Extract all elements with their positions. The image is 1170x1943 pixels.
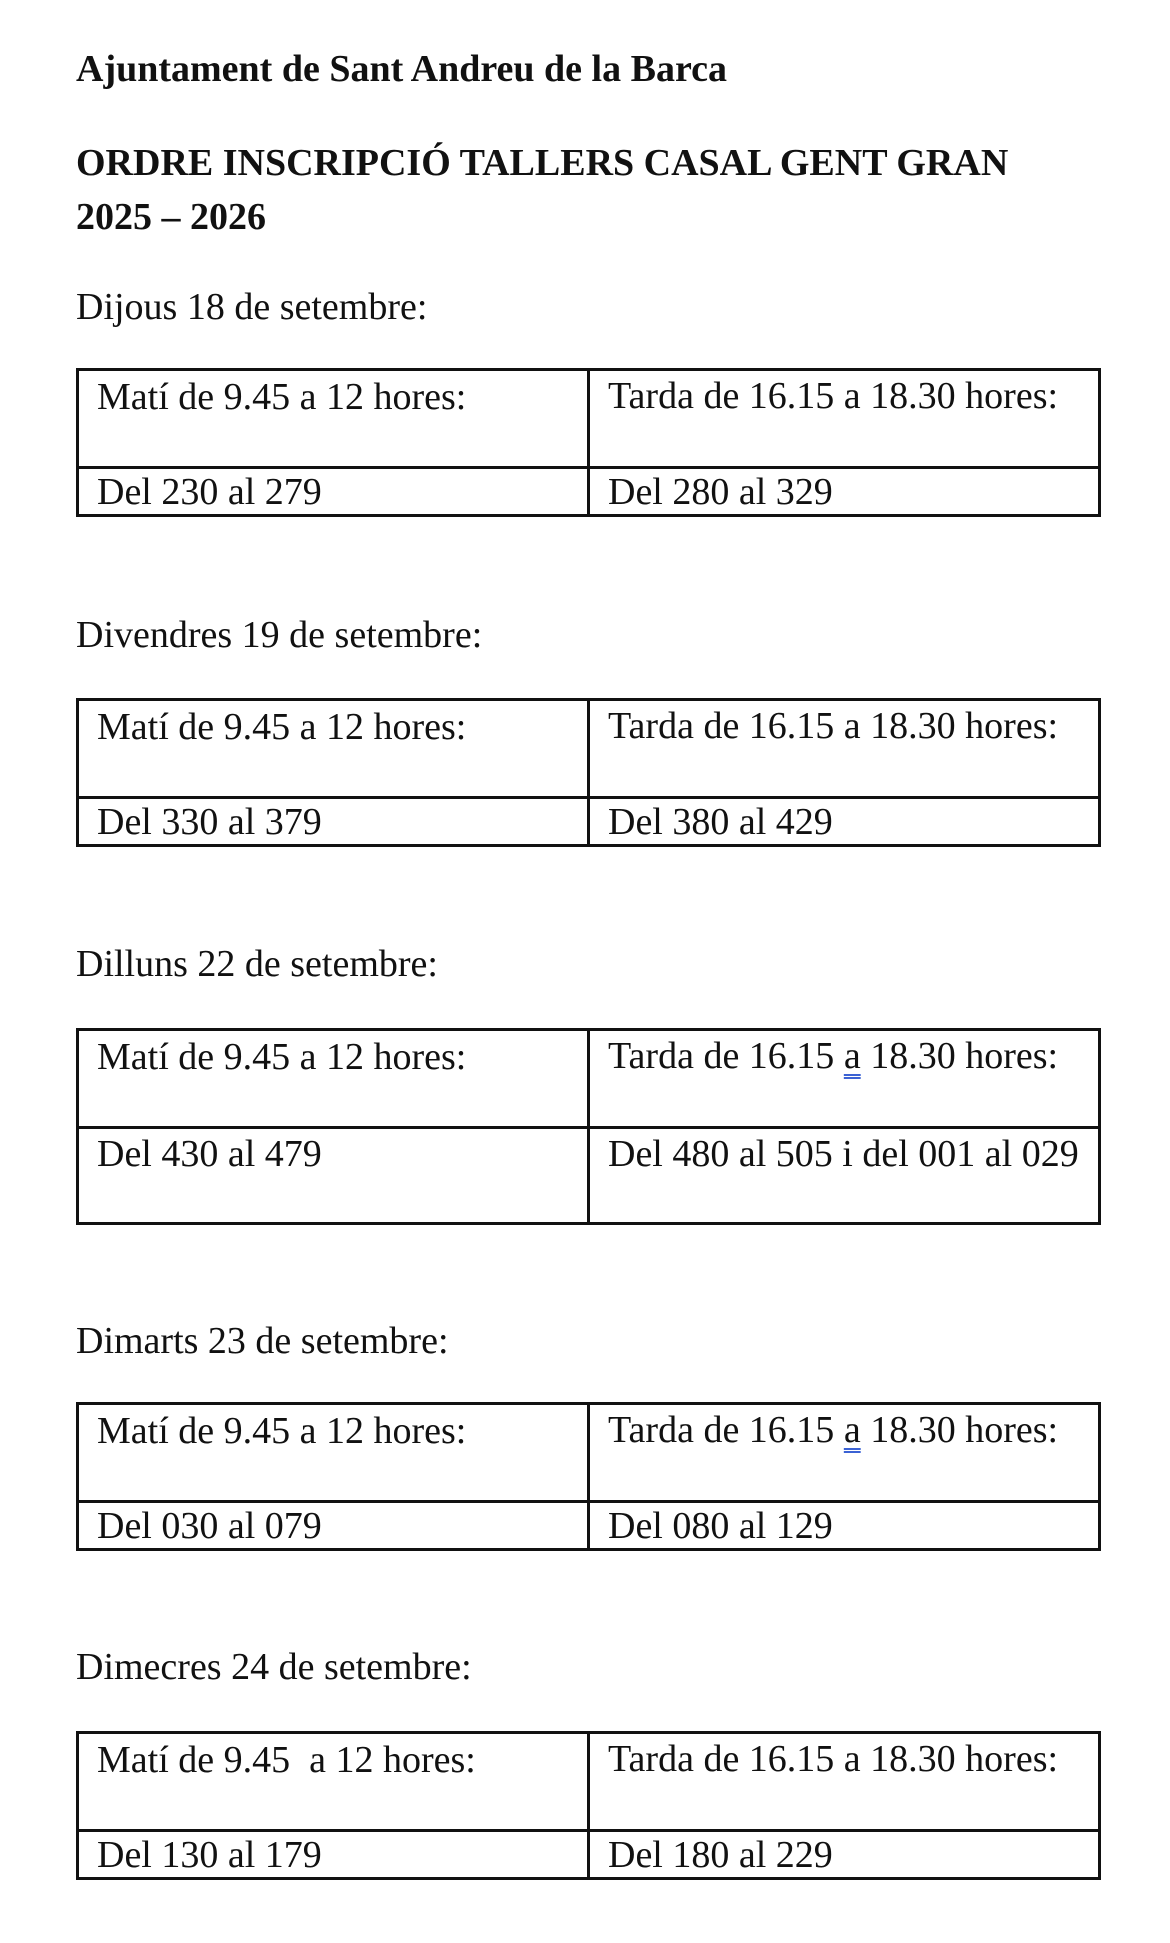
- morning-slot-label: Matí de 9.45 a 12 hores:: [78, 1404, 589, 1502]
- table-row: [78, 1502, 1100, 1550]
- day-heading-3: Dilluns 22 de setembre:: [76, 943, 438, 985]
- day-heading-5: Dimecres 24 de setembre:: [76, 1646, 472, 1688]
- table-header-row: [78, 370, 1100, 468]
- day-heading-1: Dijous 18 de setembre:: [76, 286, 428, 328]
- morning-range: Del 130 al 179: [78, 1831, 589, 1879]
- schedule-table-4: [76, 1402, 1101, 1551]
- schedule-table-2: [76, 698, 1101, 847]
- schedule-table-3: [76, 1028, 1101, 1225]
- afternoon-label-part1: Tarda de 16.15: [608, 1035, 844, 1077]
- table-row: [78, 1128, 1100, 1224]
- afternoon-label-part2: 18.30 hores:: [860, 1409, 1059, 1451]
- table-row: [78, 468, 1100, 516]
- table-row: [78, 798, 1100, 846]
- afternoon-slot-label: [589, 1030, 1100, 1128]
- day-heading-4: Dimarts 23 de setembre:: [76, 1320, 449, 1362]
- table-header-row: [78, 700, 1100, 798]
- morning-range: Del 430 al 479: [78, 1128, 589, 1224]
- document-title: ORDRE INSCRIPCIÓ TALLERS CASAL GENT GRAN 2025 – 2026: [76, 142, 1009, 238]
- afternoon-label-part2: 18.30 hores:: [860, 1035, 1059, 1077]
- morning-range: Del 030 al 079: [78, 1502, 589, 1550]
- afternoon-label-part1: Tarda de 16.15: [608, 1409, 844, 1451]
- afternoon-range: Del 380 al 429: [589, 798, 1100, 846]
- table-header-row: [78, 1030, 1100, 1128]
- afternoon-range: Del 280 al 329: [589, 468, 1100, 516]
- afternoon-range: Del 180 al 229: [589, 1831, 1100, 1879]
- afternoon-range: Del 480 al 505 i del 001 al 029: [589, 1128, 1100, 1224]
- morning-range: Del 330 al 379: [78, 798, 589, 846]
- afternoon-slot-label: Tarda de 16.15 a 18.30 hores:: [589, 370, 1100, 468]
- morning-slot-label: Matí de 9.45 a 12 hores:: [78, 1030, 589, 1128]
- morning-slot-label: Matí de 9.45 a 12 hores:: [78, 700, 589, 798]
- day-heading-2: Divendres 19 de setembre:: [76, 614, 483, 656]
- spellcheck-flagged-word[interactable]: a: [843, 1409, 861, 1451]
- morning-slot-label: Matí de 9.45 a 12 hores:: [78, 1733, 589, 1831]
- organization-name: Ajuntament de Sant Andreu de la Barca: [76, 48, 727, 90]
- morning-range: Del 230 al 279: [78, 468, 589, 516]
- afternoon-slot-label: Tarda de 16.15 a 18.30 hores:: [589, 700, 1100, 798]
- morning-slot-label: Matí de 9.45 a 12 hores:: [78, 370, 589, 468]
- afternoon-range: Del 080 al 129: [589, 1502, 1100, 1550]
- afternoon-slot-label: [589, 1404, 1100, 1502]
- afternoon-slot-label: Tarda de 16.15 a 18.30 hores:: [589, 1733, 1100, 1831]
- schedule-table-1: [76, 368, 1101, 517]
- table-header-row: [78, 1733, 1100, 1831]
- spellcheck-flagged-word[interactable]: a: [843, 1035, 861, 1077]
- table-row: [78, 1831, 1100, 1879]
- table-header-row: [78, 1404, 1100, 1502]
- schedule-table-5: [76, 1731, 1101, 1880]
